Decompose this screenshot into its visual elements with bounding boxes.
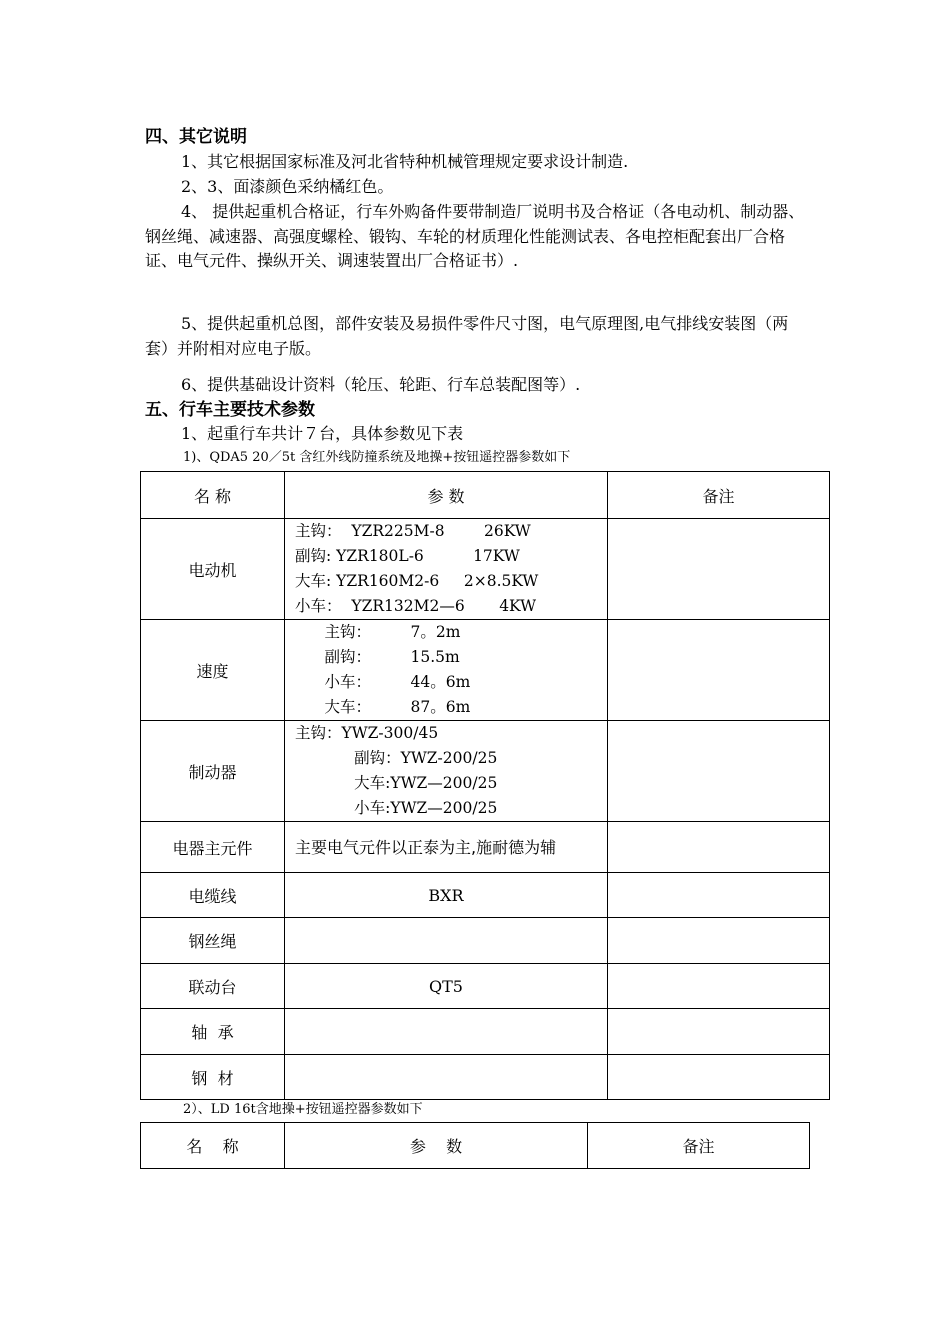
table1-header-row bbox=[141, 472, 830, 519]
row-remarks bbox=[608, 964, 830, 1009]
table2-header-row bbox=[141, 1123, 810, 1169]
section4-item-2: 2、3、面漆颜色采纳橘红色。 bbox=[181, 177, 394, 196]
row-params bbox=[285, 918, 608, 964]
header-name: 名 称 bbox=[141, 1123, 285, 1169]
section4-heading: 四、其它说明 bbox=[145, 127, 247, 147]
table-row bbox=[141, 1055, 830, 1100]
row-remarks bbox=[608, 620, 830, 721]
table1-caption: 1)、QDA5 20／5t 含红外线防撞系统及地操+按钮遥控器参数如下 bbox=[183, 450, 571, 465]
param-line: 大车： 87。6m bbox=[295, 698, 471, 716]
section4-item-4: 4、 提供起重机合格证，行车外购备件要带制造厂说明书及合格证（各电动机、制动器、钢丝绳、减速器、高强度螺栓、锻钩、车轮的材质理化性能测试表、各电控柜配套出厂合格证、电气元件、操纵开关、调速装置出厂合格证书）. bbox=[145, 202, 805, 270]
section4-item-6: 6、提供基础设计资料（轮压、轮距、行车总装配图等）. bbox=[181, 375, 581, 394]
table-row bbox=[141, 918, 830, 964]
row-name: 电器主元件 bbox=[141, 822, 285, 873]
section4-item-1: 1、其它根据国家标准及河北省特种机械管理规定要求设计制造. bbox=[181, 152, 629, 171]
row-name: 速度 bbox=[141, 620, 285, 721]
row-params bbox=[285, 519, 608, 620]
header-remarks: 备注 bbox=[608, 472, 830, 519]
row-remarks bbox=[608, 873, 830, 918]
row-name: 制动器 bbox=[141, 721, 285, 822]
param-line: 副钩： 15.5m bbox=[295, 648, 460, 666]
row-remarks bbox=[608, 1009, 830, 1055]
param-line: 小车： 44。6m bbox=[295, 673, 471, 691]
param-line: 大车: YZR160M2-6 2×8.5KW bbox=[295, 572, 539, 590]
row-remarks bbox=[608, 822, 830, 873]
param-line: 主钩： YZR225M-8 26KW bbox=[295, 522, 531, 540]
param-line: 副钩: YZR180L-6 17KW bbox=[295, 547, 520, 565]
section5-heading: 五、行车主要技术参数 bbox=[145, 400, 315, 420]
row-remarks bbox=[608, 721, 830, 822]
row-params: QT5 bbox=[285, 964, 608, 1009]
table-row bbox=[141, 1009, 830, 1055]
param-line: 大车:YWZ—200/25 bbox=[295, 774, 498, 792]
section4-item-5: 5、提供起重机总图，部件安装及易损件零件尺寸图，电气原理图,电气排线安装图（两套）并附相对应电子版。 bbox=[145, 314, 789, 358]
row-name: 轴 承 bbox=[141, 1009, 285, 1055]
table2 bbox=[140, 1122, 810, 1169]
table-row bbox=[141, 964, 830, 1009]
row-remarks bbox=[608, 519, 830, 620]
header-params: 参 数 bbox=[285, 472, 608, 519]
section5-intro: 1、起重行车共计７台，具体参数见下表 bbox=[181, 424, 464, 443]
param-line: 副钩：YWZ-200/25 bbox=[295, 749, 498, 767]
header-remarks: 备注 bbox=[588, 1123, 810, 1169]
row-params bbox=[285, 1009, 608, 1055]
table-row bbox=[141, 620, 830, 721]
row-params bbox=[285, 1055, 608, 1100]
row-params bbox=[285, 721, 608, 822]
table2-caption: 2）、LD 16t含地操+按钮遥控器参数如下 bbox=[183, 1102, 423, 1117]
row-name: 钢丝绳 bbox=[141, 918, 285, 964]
param-line: 主钩： 7。2m bbox=[295, 623, 461, 641]
table-row bbox=[141, 721, 830, 822]
row-name: 联动台 bbox=[141, 964, 285, 1009]
table-row bbox=[141, 519, 830, 620]
header-name: 名 称 bbox=[141, 472, 285, 519]
row-params bbox=[285, 620, 608, 721]
row-remarks bbox=[608, 1055, 830, 1100]
row-params: 主要电气元件以正泰为主,施耐德为辅 bbox=[285, 822, 608, 873]
row-name: 钢 材 bbox=[141, 1055, 285, 1100]
param-line: 小车:YWZ—200/25 bbox=[295, 799, 498, 817]
table-row bbox=[141, 822, 830, 873]
table-row bbox=[141, 873, 830, 918]
row-remarks bbox=[608, 918, 830, 964]
row-name: 电动机 bbox=[141, 519, 285, 620]
param-line: 主钩：YWZ-300/45 bbox=[295, 724, 439, 742]
row-params: BXR bbox=[285, 873, 608, 918]
header-params: 参 数 bbox=[285, 1123, 588, 1169]
param-line: 小车： YZR132M2—6 4KW bbox=[295, 597, 537, 615]
table1 bbox=[140, 471, 830, 1100]
row-name: 电缆线 bbox=[141, 873, 285, 918]
